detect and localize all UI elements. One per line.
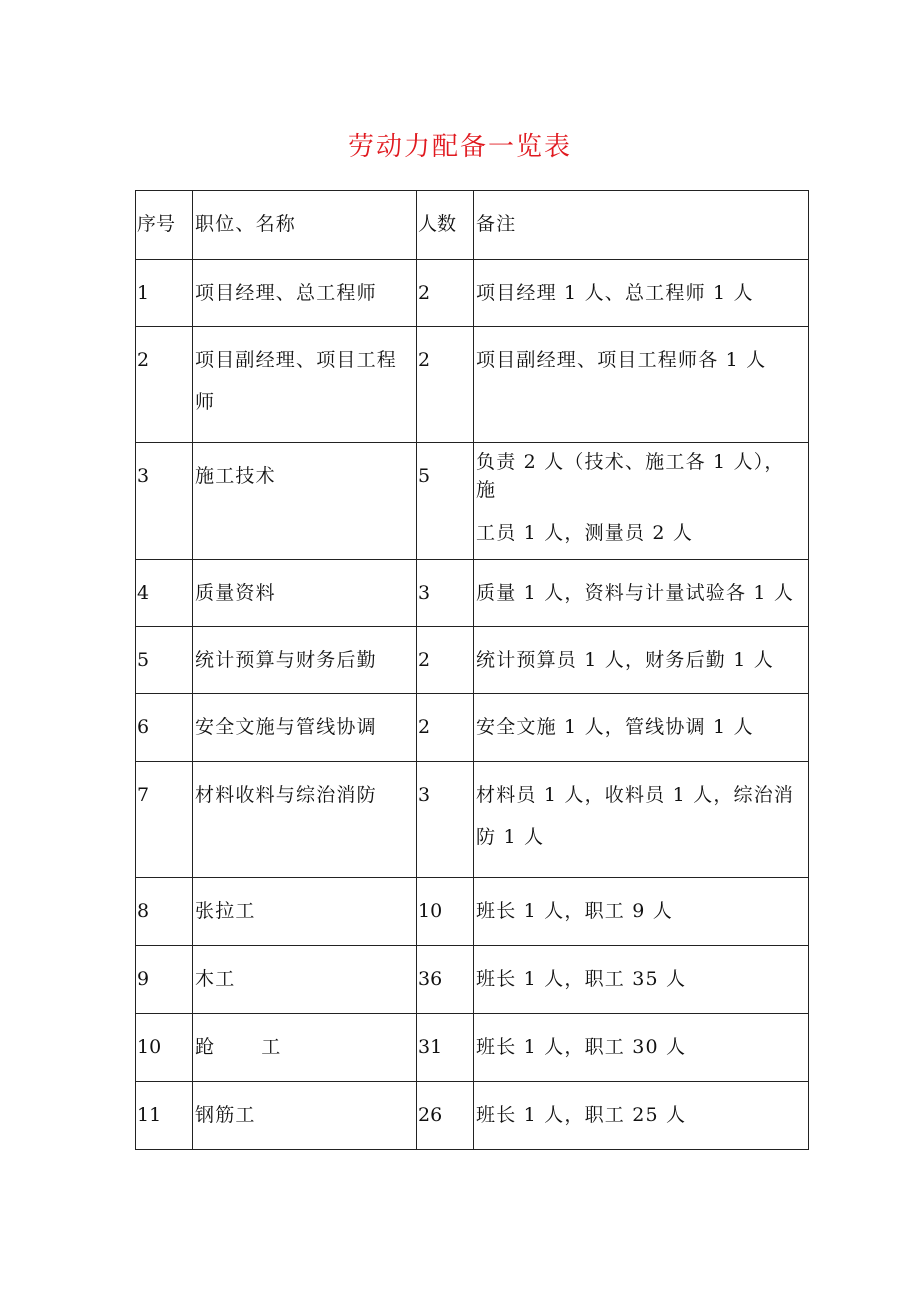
table-row xyxy=(136,627,809,694)
row-position: 质量资料 xyxy=(193,560,417,627)
row-no: 8 xyxy=(136,878,193,946)
row-position-part-a: 跄 xyxy=(195,1036,216,1058)
table-row xyxy=(136,560,809,627)
row-position-line1: 项目副经理、项目工程 xyxy=(195,349,398,371)
row-count: 2 xyxy=(417,327,474,443)
row-note: 项目副经理、项目工程师各 1 人 xyxy=(474,327,809,443)
row-count: 3 xyxy=(417,762,474,878)
table-row xyxy=(136,1082,809,1150)
row-note: 质量 1 人，资料与计量试验各 1 人 xyxy=(474,560,809,627)
row-count: 2 xyxy=(417,627,474,694)
row-note: 班长 1 人，职工 30 人 xyxy=(474,1014,809,1082)
row-no: 9 xyxy=(136,946,193,1014)
table-row xyxy=(136,1014,809,1082)
row-note-line2: 施 xyxy=(476,478,497,501)
table-row xyxy=(136,946,809,1014)
row-count: 5 xyxy=(417,443,474,560)
row-note xyxy=(474,762,809,878)
staffing-table xyxy=(135,190,809,1150)
row-count: 2 xyxy=(417,694,474,762)
row-note-line2: 防 1 人 xyxy=(476,825,545,848)
table-header-row xyxy=(136,191,809,260)
row-note: 项目经理 1 人、总工程师 1 人 xyxy=(474,260,809,327)
row-no: 5 xyxy=(136,627,193,694)
row-note: 班长 1 人，职工 9 人 xyxy=(474,878,809,946)
table-row xyxy=(136,260,809,327)
document-title: 劳动力配备一览表 xyxy=(347,132,572,162)
row-count: 36 xyxy=(417,946,474,1014)
table-row xyxy=(136,762,809,878)
row-position xyxy=(193,1014,417,1082)
row-note: 班长 1 人，职工 25 人 xyxy=(474,1082,809,1150)
row-position: 钢筋工 xyxy=(193,1082,417,1150)
row-note: 统计预算员 1 人，财务后勤 1 人 xyxy=(474,627,809,694)
header-cell-count: 人数 xyxy=(417,191,474,260)
row-position-line2: 师 xyxy=(195,390,216,413)
row-note-line1: 负责 2 人（技术、施工各 1 人）， xyxy=(476,451,785,473)
row-no: 10 xyxy=(136,1014,193,1082)
table-row xyxy=(136,878,809,946)
row-note: 安全文施 1 人，管线协调 1 人 xyxy=(474,694,809,762)
row-no: 7 xyxy=(136,762,193,878)
row-no: 4 xyxy=(136,560,193,627)
table-row xyxy=(136,694,809,762)
row-no: 11 xyxy=(136,1082,193,1150)
row-no: 1 xyxy=(136,260,193,327)
row-position: 材料收料与综治消防 xyxy=(193,762,417,878)
row-note-line3: 工员 1 人，测量员 2 人 xyxy=(476,522,694,545)
row-no: 2 xyxy=(136,327,193,443)
row-position-part-b: 工 xyxy=(261,1036,282,1058)
header-cell-no: 序号 xyxy=(136,191,193,260)
header-cell-position: 职位、名称 xyxy=(193,191,417,260)
header-cell-note: 备注 xyxy=(474,191,809,260)
row-position: 施工技术 xyxy=(193,443,417,560)
row-position: 木工 xyxy=(193,946,417,1014)
row-no: 6 xyxy=(136,694,193,762)
row-count: 10 xyxy=(417,878,474,946)
row-count: 26 xyxy=(417,1082,474,1150)
row-position: 项目经理、总工程师 xyxy=(193,260,417,327)
row-count: 2 xyxy=(417,260,474,327)
row-no: 3 xyxy=(136,443,193,560)
row-note: 班长 1 人，职工 35 人 xyxy=(474,946,809,1014)
row-count: 31 xyxy=(417,1014,474,1082)
row-position xyxy=(193,327,417,443)
row-count: 3 xyxy=(417,560,474,627)
table-row xyxy=(136,443,809,560)
row-note xyxy=(474,443,809,560)
row-note-line1: 材料员 1 人，收料员 1 人，综治消 xyxy=(476,784,795,806)
row-position: 统计预算与财务后勤 xyxy=(193,627,417,694)
table-row xyxy=(136,327,809,443)
row-position: 张拉工 xyxy=(193,878,417,946)
row-position: 安全文施与管线协调 xyxy=(193,694,417,762)
